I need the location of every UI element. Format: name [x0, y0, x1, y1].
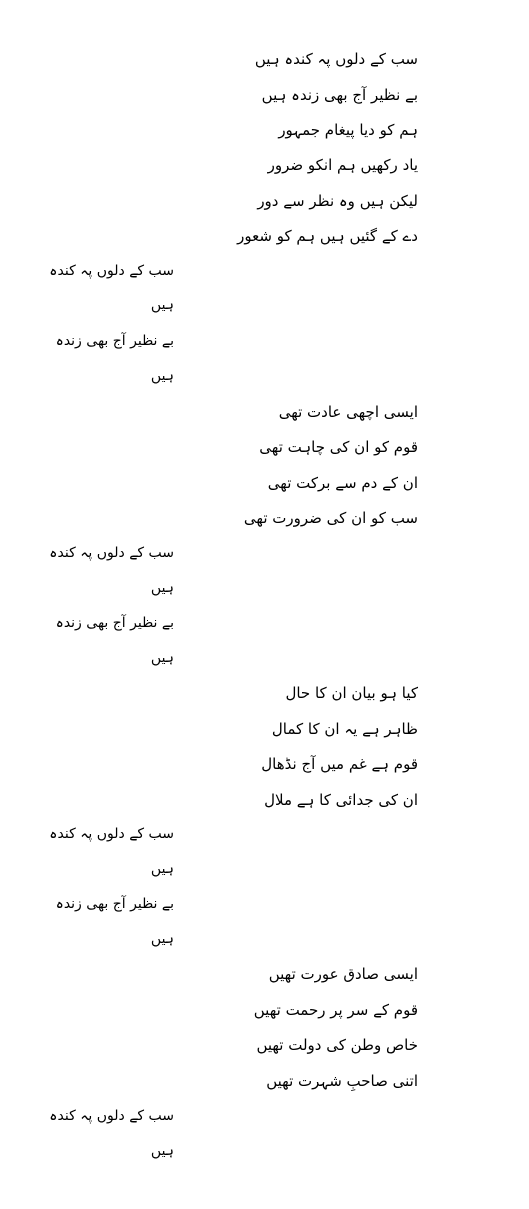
stanza-1-line-5: لیکن ہیں وہ نظر سے دور — [257, 192, 418, 210]
stanza-4-line-4: اتنی صاحبِ شہرت تھیں — [266, 1072, 418, 1090]
stanza-3-line-2: ظاہر ہے یہ ان کا کمال — [271, 720, 418, 738]
chorus-1-line-1: سب کے دلوں پہ کندہ — [49, 263, 174, 279]
chorus-2-line-3: بے نظیر آج بھی زندہ — [55, 615, 174, 631]
chorus-1-line-2: ہیں — [150, 297, 174, 313]
stanza-4-line-3: خاص وطن کی دولت تھیں — [256, 1036, 418, 1054]
stanza-3-line-1: کیا ہو بیان ان کا حال — [285, 684, 418, 702]
stanza-3-line-4: ان کی جدائی کا ہے ملال — [264, 791, 418, 809]
stanza-3-line-3: قوم ہے غم میں آج نڈھال — [261, 755, 418, 773]
chorus-3-line-1: سب کے دلوں پہ کندہ — [49, 826, 174, 842]
chorus-2-line-4: ہیں — [150, 650, 174, 666]
stanza-1-line-1: سب کے دلوں پہ کندہ ہیں — [254, 50, 418, 68]
stanza-2-line-3: ان کے دم سے برکت تھی — [267, 474, 418, 492]
stanza-4-line-2: قوم کے سر پر رحمت تھیں — [253, 1001, 418, 1019]
chorus-1-line-4: ہیں — [150, 368, 174, 384]
stanza-1-line-4: یاد رکھیں ہم انکو ضرور — [267, 156, 418, 174]
chorus-1-line-3: بے نظیر آج بھی زندہ — [55, 333, 174, 349]
stanza-1-line-2: بے نظیر آج بھی زندہ ہیں — [261, 86, 418, 104]
stanza-4-line-1: ایسی صادق عورت تھیں — [268, 965, 418, 983]
stanza-2-line-4: سب کو ان کی ضرورت تھی — [243, 509, 418, 527]
chorus-4-line-2: ہیں — [150, 1143, 174, 1159]
chorus-3-line-2: ہیں — [150, 861, 174, 877]
chorus-2-line-2: ہیں — [150, 580, 174, 596]
chorus-2-line-1: سب کے دلوں پہ کندہ — [49, 545, 174, 561]
chorus-4-line-1: سب کے دلوں پہ کندہ — [49, 1108, 174, 1124]
stanza-1-line-6: دے کے گئیں ہیں ہم کو شعور — [237, 227, 418, 245]
chorus-3-line-4: ہیں — [150, 931, 174, 947]
stanza-2-line-1: ایسی اچھی عادت تھی — [278, 403, 418, 421]
stanza-1-line-3: ہم کو دیا پیغام جمہور — [278, 121, 418, 139]
chorus-3-line-3: بے نظیر آج بھی زندہ — [55, 896, 174, 912]
stanza-2-line-2: قوم کو ان کی چاہت تھی — [259, 438, 418, 456]
